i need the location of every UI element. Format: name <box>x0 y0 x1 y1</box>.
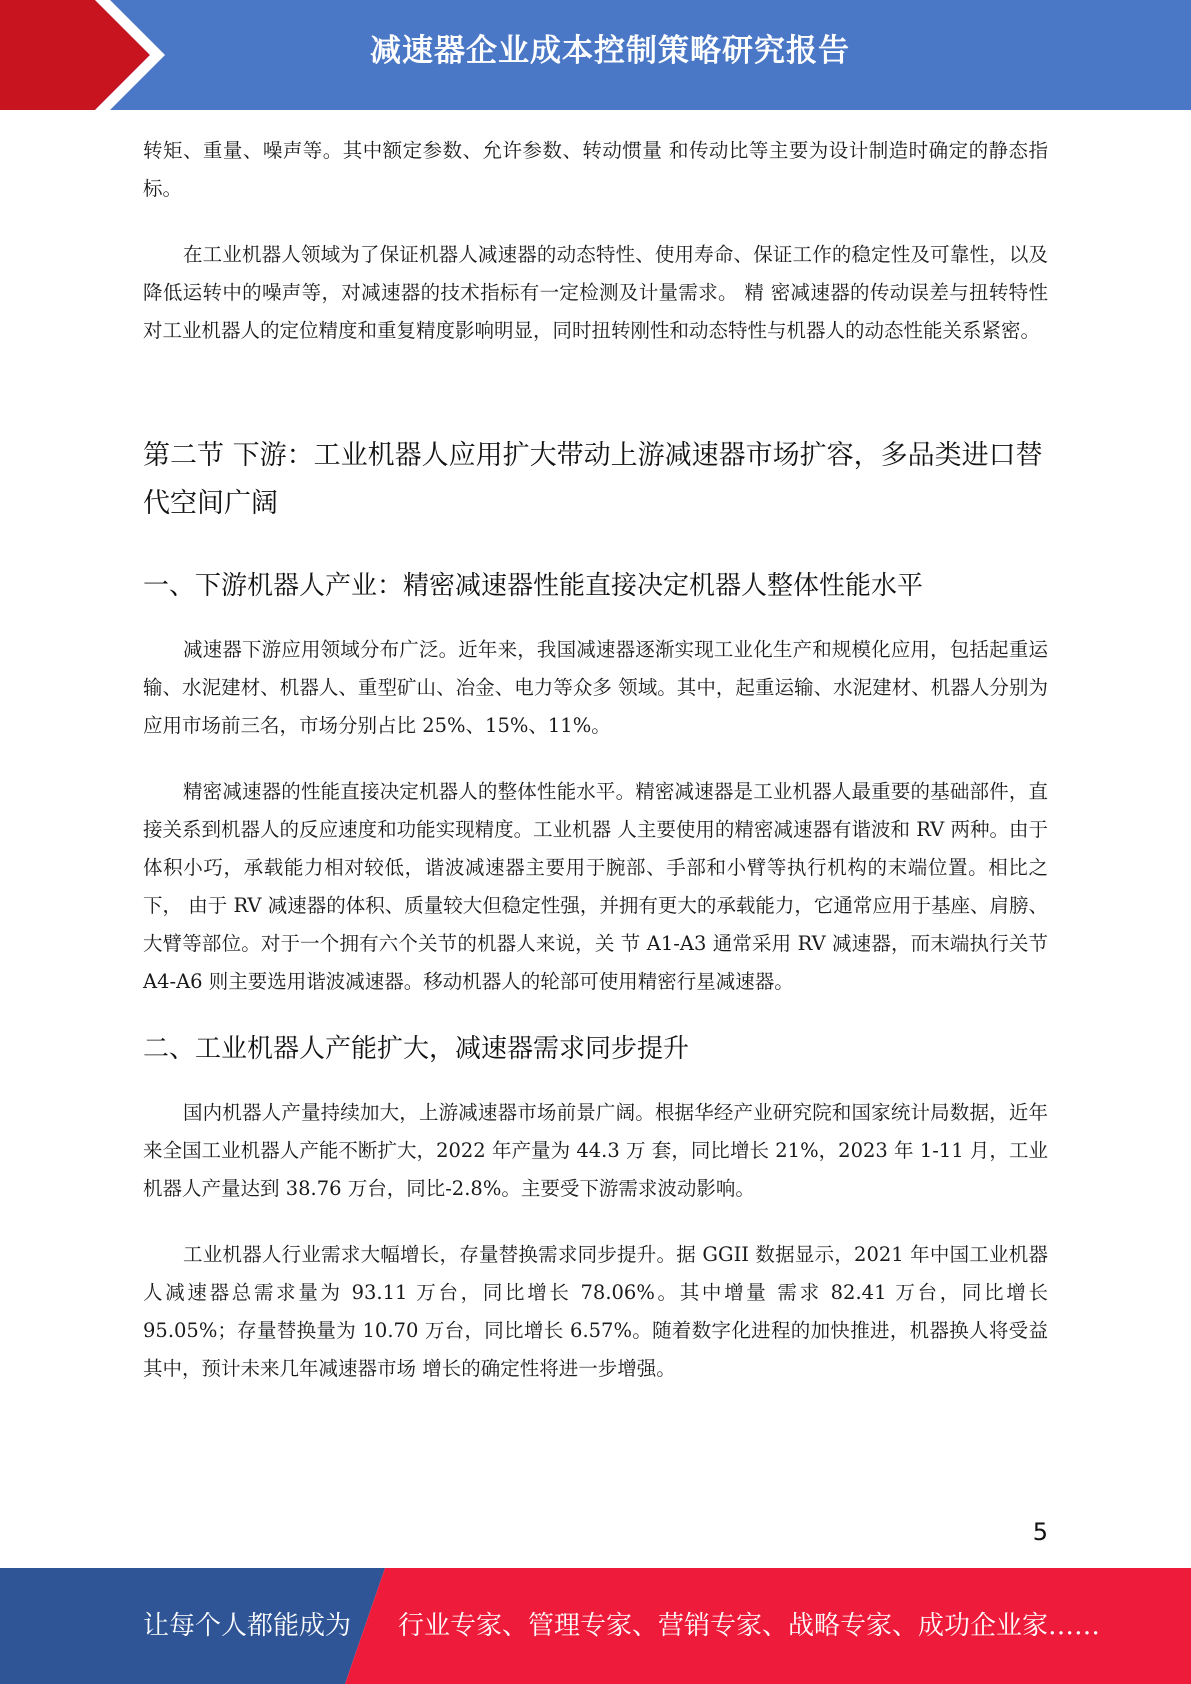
paragraph-precision-reducer: 精密减速器的性能直接决定机器人的整体性能水平。精密减速器是工业机器人最重要的基础部件，直接关系到机器人的反应速度和功能实现精度。工业机器 人主要使用的精密减速器有谐波和 RV 两种。由于体积小巧，承载能力相对较低，谐波减速器主要用于腕部、手部和小臂等执行机构的末端位置。相比之下， 由于 RV 减速器的体积、质量较大但稳定性强，并拥有更大的承载能力，它通常应用于基座、肩膀、大臂等部位。对于一个拥有六个关节的机器人来说，关 节 A1-A3 通常采用 RV 减速器，而末端执行关节 A4-A6 则主要选用谐波减速器。移动机器人的轮部可使用精密行星减速器。 <box>143 780 1048 993</box>
page-footer <box>0 1568 1191 1684</box>
paragraph-robot-production: 国内机器人产量持续加大，上游减速器市场前景广阔。根据华经产业研究院和国家统计局数据，近年来全国工业机器人产能不断扩大，2022 年产量为 44.3 万 套，同比增长 21%，2023 年 1-11 月，工业机器人产量达到 38.76 万台，同比-2.8%。主要受下游需求波动影响。 <box>143 1101 1048 1200</box>
page-number: 5 <box>1032 1518 1048 1546</box>
page-content <box>143 132 1048 1416</box>
paragraph-robot-metrics: 在工业机器人领域为了保证机器人减速器的动态特性、使用寿命、保证工作的稳定性及可靠性，以及降低运转中的噪声等，对减速器的技术指标有一定检测及计量需求。 精 密减速器的传动误差与扭转特性对工业机器人的定位精度和重复精度影响明显，同时扭转刚性和动态特性与机器人的动态性能关系紧密。 <box>143 243 1048 342</box>
paragraph-reducer-demand: 工业机器人行业需求大幅增长，存量替换需求同步提升。据 GGII 数据显示，2021 年中国工业机器人减速器总需求量为 93.11 万台，同比增长 78.06%。其中增量 需求 82.41 万台，同比增长 95.05%；存量替换量为 10.70 万台，同比增长 6.57%。随着数字化进程的加快推进，机器换人将受益其中，预计未来几年减速器市场 增长的确定性将进一步增强。 <box>143 1243 1048 1380</box>
page-header <box>0 0 1191 110</box>
subsection-heading-1: 一、下游机器人产业：精密减速器性能直接决定机器人整体性能水平 <box>143 571 924 601</box>
section-heading: 第二节 下游：工业机器人应用扩大带动上游减速器市场扩容，多品类进口替代空间广阔 <box>143 440 1043 519</box>
report-title: 减速器企业成本控制策略研究报告 <box>370 33 850 69</box>
footer-slogan-left: 让每个人都能成为 <box>143 1611 352 1641</box>
footer-slogan-right: 行业专家、管理专家、营销专家、战略专家、成功企业家…… <box>398 1611 1101 1641</box>
subsection-heading-2: 二、工业机器人产能扩大，减速器需求同步提升 <box>143 1034 690 1064</box>
paragraph-downstream-applications: 减速器下游应用领域分布广泛。近年来，我国减速器逐渐实现工业化生产和规模化应用，包括起重运输、水泥建材、机器人、重型矿山、冶金、电力等众多 领域。其中，起重运输、水泥建材、机器人分别为应用市场前三名，市场分别占比 25%、15%、11%。 <box>143 638 1048 737</box>
paragraph-continued: 转矩、重量、噪声等。其中额定参数、允许参数、转动惯量 和传动比等主要为设计制造时确定的静态指标。 <box>143 139 1048 200</box>
